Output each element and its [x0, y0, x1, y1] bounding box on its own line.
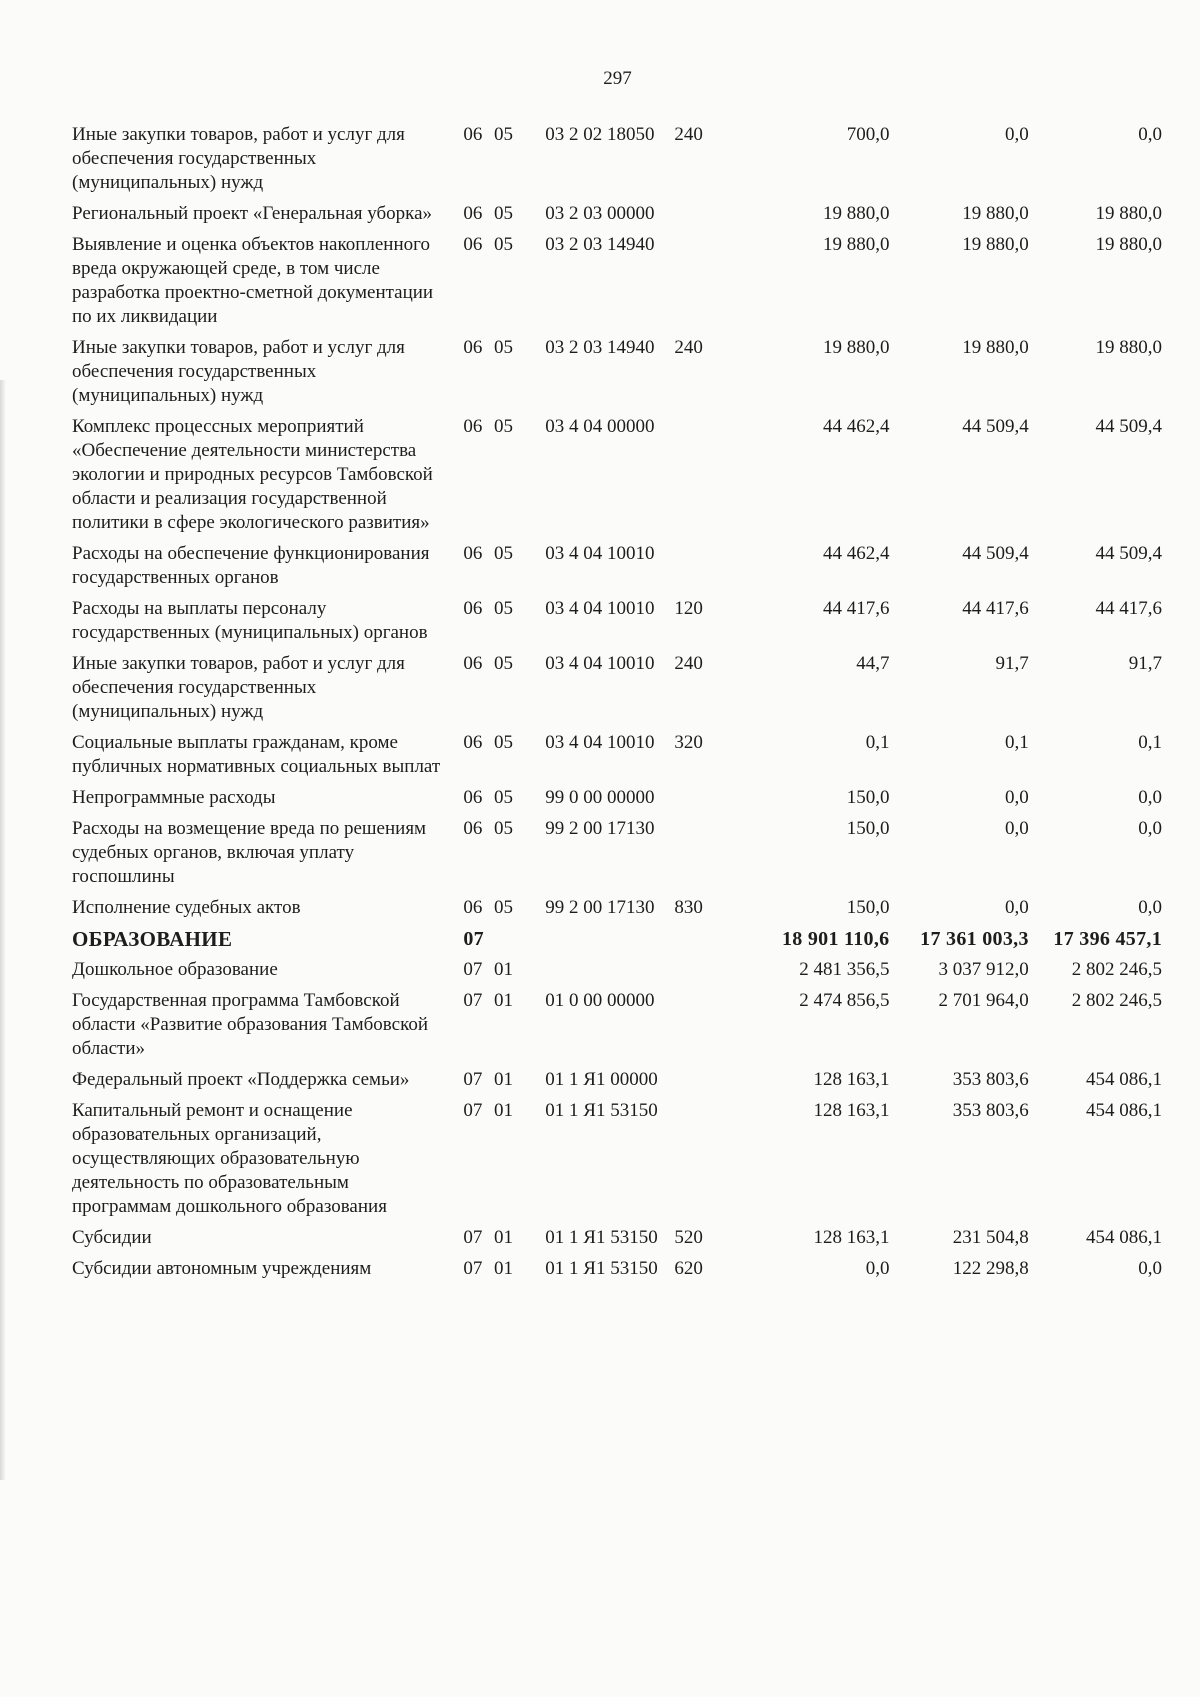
row-amount-year-2: 44 509,4: [962, 416, 1029, 437]
table-row: [72, 955, 1162, 986]
table-row: [72, 199, 1162, 230]
row-amount-year-2: 0,0: [1005, 897, 1029, 918]
row-amount-year-2: 17 361 003,3: [920, 928, 1029, 950]
row-section-code: 07: [463, 1227, 483, 1248]
row-section-code: 07: [463, 1100, 483, 1121]
row-name: Комплекс процессных мероприятий «Обеспечение деятельности министерства экологии и природных ресурсов Тамбовской области и реализация государственной политики в сфере экологического развития»: [72, 416, 433, 533]
row-amount-year-1: 18 901 110,6: [781, 928, 890, 950]
row-expense-type-code: [674, 199, 735, 230]
row-amount-year-3: 454 086,1: [1086, 1227, 1162, 1248]
row-expense-type-code: 120: [674, 598, 703, 619]
row-section-code: 06: [463, 543, 483, 564]
row-target-article-code: 03 4 04 10010: [545, 653, 655, 674]
row-amount-year-3: 0,1: [1138, 732, 1162, 753]
table-row: [72, 1096, 1162, 1223]
row-name: Иные закупки товаров, работ и услуг для обеспечения государственных (муниципальных) нужд: [72, 653, 405, 722]
row-amount-year-3: 0,0: [1138, 897, 1162, 918]
row-name: Субсидии автономным учреждениям: [72, 1258, 372, 1279]
row-name: ОБРАЗОВАНИЕ: [72, 927, 233, 951]
row-expense-type-code: [674, 955, 735, 986]
table-row: [72, 728, 1162, 783]
row-amount-year-2: 353 803,6: [952, 1100, 1029, 1121]
row-name: Выявление и оценка объектов накопленного вреда окружающей среде, в том числе разработка проектно-сметной документации по их ликвидации: [72, 234, 434, 327]
row-target-article-code: 99 2 00 17130: [545, 818, 655, 839]
row-amount-year-1: 44 462,4: [822, 416, 890, 437]
table-row: [72, 120, 1162, 199]
row-expense-type-code: 240: [674, 337, 703, 358]
row-name: Региональный проект «Генеральная уборка»: [72, 203, 433, 224]
row-amount-year-2: 0,0: [1005, 818, 1029, 839]
row-subsection-code: [494, 924, 545, 955]
row-amount-year-1: 44 462,4: [822, 543, 890, 564]
row-name: Дошкольное образование: [72, 959, 278, 980]
table-row: [72, 230, 1162, 333]
row-section-code: 06: [463, 337, 483, 358]
row-amount-year-3: 0,0: [1138, 1258, 1162, 1279]
table-row: [72, 814, 1162, 893]
row-amount-year-2: 2 701 964,0: [938, 990, 1029, 1011]
row-expense-type-code: 620: [674, 1258, 703, 1279]
row-amount-year-3: 0,0: [1138, 787, 1162, 808]
row-name: Расходы на выплаты персоналу государственных (муниципальных) органов: [72, 598, 428, 643]
row-subsection-code: 01: [494, 959, 514, 980]
budget-table-body: [72, 120, 1162, 1285]
row-amount-year-2: 19 880,0: [962, 337, 1029, 358]
row-amount-year-1: 0,1: [865, 732, 890, 753]
row-name: Непрограммные расходы: [72, 787, 276, 808]
row-target-article-code: 01 1 Я1 00000: [545, 1069, 658, 1090]
row-amount-year-3: 44 417,6: [1095, 598, 1162, 619]
row-expense-type-code: [674, 924, 735, 955]
row-section-code: 06: [463, 416, 483, 437]
row-name: Расходы на обеспечение функционирования государственных органов: [72, 543, 430, 588]
row-expense-type-code: 320: [674, 732, 703, 753]
row-target-article-code: 99 0 00 00000: [545, 787, 655, 808]
table-row: [72, 412, 1162, 539]
row-expense-type-code: [674, 1065, 735, 1096]
row-amount-year-2: 19 880,0: [962, 203, 1029, 224]
table-row: [72, 649, 1162, 728]
row-amount-year-1: 150,0: [846, 818, 890, 839]
row-amount-year-3: 19 880,0: [1095, 234, 1162, 255]
row-expense-type-code: [674, 814, 735, 893]
row-amount-year-2: 19 880,0: [962, 234, 1029, 255]
row-target-article-code: [545, 924, 674, 955]
row-target-article-code: 01 0 00 00000: [545, 990, 655, 1011]
row-target-article-code: 99 2 00 17130: [545, 897, 655, 918]
row-expense-type-code: [674, 230, 735, 333]
row-section-code: 07: [463, 990, 483, 1011]
row-amount-year-2: 353 803,6: [952, 1069, 1029, 1090]
row-amount-year-1: 700,0: [846, 124, 890, 145]
table-row: [72, 783, 1162, 814]
row-section-code: 06: [463, 787, 483, 808]
row-section-code: 06: [463, 598, 483, 619]
row-subsection-code: 01: [494, 1227, 514, 1248]
page-number: 297: [603, 68, 632, 89]
row-section-code: 06: [463, 203, 483, 224]
row-expense-type-code: [674, 1096, 735, 1223]
row-subsection-code: 05: [494, 787, 514, 808]
scan-shadow: [0, 380, 6, 1480]
row-section-code: 07: [463, 959, 483, 980]
table-row: [72, 1223, 1162, 1254]
row-section-code: 06: [463, 234, 483, 255]
row-amount-year-1: 0,0: [865, 1258, 890, 1279]
row-expense-type-code: [674, 783, 735, 814]
row-amount-year-1: 150,0: [846, 897, 890, 918]
row-subsection-code: 01: [494, 1100, 514, 1121]
row-name: Иные закупки товаров, работ и услуг для обеспечения государственных (муниципальных) нужд: [72, 124, 405, 193]
row-target-article-code: 03 2 03 00000: [545, 203, 655, 224]
row-expense-type-code: [674, 539, 735, 594]
row-subsection-code: 05: [494, 416, 514, 437]
row-subsection-code: 05: [494, 897, 514, 918]
row-subsection-code: 05: [494, 234, 514, 255]
row-amount-year-2: 44 417,6: [962, 598, 1029, 619]
row-amount-year-1: 19 880,0: [822, 337, 890, 358]
row-subsection-code: 01: [494, 1258, 514, 1279]
row-subsection-code: 05: [494, 337, 514, 358]
table-row: [72, 594, 1162, 649]
row-expense-type-code: 520: [674, 1227, 703, 1248]
row-expense-type-code: 830: [674, 897, 703, 918]
row-section-code: 07: [463, 1069, 483, 1090]
row-amount-year-1: 2 481 356,5: [799, 959, 890, 980]
row-name: Государственная программа Тамбовской области «Развитие образования Тамбовской области»: [72, 990, 429, 1059]
row-target-article-code: 03 2 03 14940: [545, 234, 655, 255]
table-row: [72, 924, 1162, 955]
row-amount-year-2: 0,0: [1005, 787, 1029, 808]
row-amount-year-1: 128 163,1: [813, 1227, 890, 1248]
row-section-code: 06: [463, 818, 483, 839]
row-amount-year-3: 91,7: [1128, 653, 1162, 674]
row-amount-year-2: 122 298,8: [952, 1258, 1029, 1279]
row-amount-year-1: 19 880,0: [822, 203, 890, 224]
row-amount-year-3: 17 396 457,1: [1053, 928, 1162, 950]
row-amount-year-3: 0,0: [1138, 124, 1162, 145]
row-subsection-code: 05: [494, 732, 514, 753]
row-amount-year-3: 454 086,1: [1086, 1100, 1162, 1121]
row-subsection-code: 01: [494, 990, 514, 1011]
row-subsection-code: 05: [494, 203, 514, 224]
row-target-article-code: [545, 955, 674, 986]
row-amount-year-1: 150,0: [846, 787, 890, 808]
row-name: Иные закупки товаров, работ и услуг для обеспечения государственных (муниципальных) нужд: [72, 337, 405, 406]
row-section-code: 07: [463, 1258, 483, 1279]
row-section-code: 07: [463, 928, 484, 950]
table-row: [72, 893, 1162, 924]
row-amount-year-3: 19 880,0: [1095, 203, 1162, 224]
row-subsection-code: 05: [494, 653, 514, 674]
row-amount-year-3: 454 086,1: [1086, 1069, 1162, 1090]
budget-table: [72, 120, 1162, 1285]
row-amount-year-1: 128 163,1: [813, 1100, 890, 1121]
row-target-article-code: 01 1 Я1 53150: [545, 1227, 658, 1248]
row-target-article-code: 03 4 04 00000: [545, 416, 655, 437]
row-name: Исполнение судебных актов: [72, 897, 301, 918]
row-subsection-code: 01: [494, 1069, 514, 1090]
table-row: [72, 1065, 1162, 1096]
row-name: Расходы на возмещение вреда по решениям судебных органов, включая уплату госпошлины: [72, 818, 427, 887]
row-target-article-code: 03 4 04 10010: [545, 732, 655, 753]
row-subsection-code: 05: [494, 543, 514, 564]
row-amount-year-3: 44 509,4: [1095, 543, 1162, 564]
row-amount-year-2: 231 504,8: [952, 1227, 1029, 1248]
row-target-article-code: 03 4 04 10010: [545, 598, 655, 619]
row-name: Капитальный ремонт и оснащение образовательных организаций, осуществляющих образовательную деятельность по образовательным программам дошкольного образования: [72, 1100, 387, 1217]
row-expense-type-code: 240: [674, 653, 703, 674]
row-target-article-code: 03 2 03 14940: [545, 337, 655, 358]
row-subsection-code: 05: [494, 818, 514, 839]
row-section-code: 06: [463, 897, 483, 918]
row-target-article-code: 03 2 02 18050: [545, 124, 655, 145]
row-amount-year-2: 0,0: [1005, 124, 1029, 145]
row-amount-year-3: 19 880,0: [1095, 337, 1162, 358]
row-amount-year-3: 2 802 246,5: [1071, 990, 1162, 1011]
row-amount-year-1: 44,7: [856, 653, 890, 674]
row-amount-year-3: 0,0: [1138, 818, 1162, 839]
row-subsection-code: 05: [494, 124, 514, 145]
table-row: [72, 986, 1162, 1065]
row-target-article-code: 01 1 Я1 53150: [545, 1100, 658, 1121]
row-section-code: 06: [463, 124, 483, 145]
row-amount-year-1: 19 880,0: [822, 234, 890, 255]
row-amount-year-3: 2 802 246,5: [1071, 959, 1162, 980]
row-amount-year-3: 44 509,4: [1095, 416, 1162, 437]
row-amount-year-1: 2 474 856,5: [799, 990, 890, 1011]
table-row: [72, 1254, 1162, 1285]
row-expense-type-code: 240: [674, 124, 703, 145]
row-section-code: 06: [463, 732, 483, 753]
row-target-article-code: 03 4 04 10010: [545, 543, 655, 564]
row-expense-type-code: [674, 412, 735, 539]
row-amount-year-2: 3 037 912,0: [938, 959, 1029, 980]
table-row: [72, 333, 1162, 412]
row-amount-year-1: 44 417,6: [822, 598, 890, 619]
row-amount-year-2: 91,7: [995, 653, 1029, 674]
row-section-code: 06: [463, 653, 483, 674]
row-name: Федеральный проект «Поддержка семьи»: [72, 1069, 410, 1090]
row-subsection-code: 05: [494, 598, 514, 619]
row-name: Социальные выплаты гражданам, кроме публичных нормативных социальных выплат: [72, 732, 441, 777]
row-amount-year-2: 0,1: [1005, 732, 1029, 753]
row-target-article-code: 01 1 Я1 53150: [545, 1258, 658, 1279]
row-amount-year-1: 128 163,1: [813, 1069, 890, 1090]
row-name: Субсидии: [72, 1227, 152, 1248]
row-expense-type-code: [674, 986, 735, 1065]
row-amount-year-2: 44 509,4: [962, 543, 1029, 564]
table-row: [72, 539, 1162, 594]
